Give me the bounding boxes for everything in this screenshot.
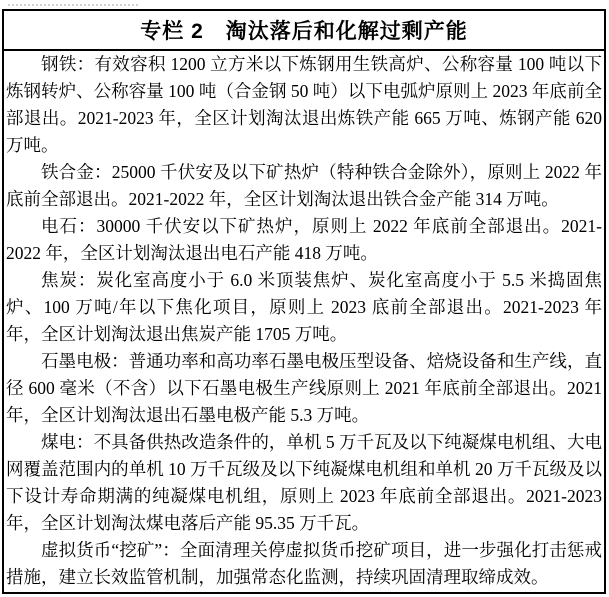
panel-title: 专栏 2 淘汰落后和化解过剩产能: [4, 11, 604, 51]
capacity-elimination-paragraph: 铁合金：25000 千伏安及以下矿热炉（特种铁合金除外），原则上 2022 年底前全部退出。2021-2022 年，全区计划淘汰退出铁合金产能 314 万吨。: [6, 162, 602, 209]
capacity-elimination-paragraph: 焦炭：炭化室高度小于 6.0 米顶装焦炉、炭化室高度小于 5.5 米捣固焦炉、100 万吨/年以下焦化项目，原则上 2023 底前全部退出。2021-2023 年年，全区计划淘汰退出焦炭产能 1705 万吨。: [6, 270, 602, 344]
capacity-elimination-paragraph: 钢铁：有效容积 1200 立方米以下炼钢用生铁高炉、公称容量 100 吨以下炼钢转炉、公称容量 100 吨（合金钢 50 吨）以下电弧炉原则上 2023 年底前全部退出。2021-2023 年，全区计划淘汰退出炼铁产能 665 万吨、炼钢产能 620 万吨。: [6, 54, 602, 155]
cropped-text-remnant: [8, 0, 138, 6]
panel-body: [4, 51, 604, 591]
capacity-elimination-paragraph: 石墨电极：普通功率和高功率石墨电极压型设备、焙烧设备和生产线，直径 600 毫米（不含）以下石墨电极生产线原则上 2021 年底前全部退出。2021 年，全区计划淘汰退出石墨电极产能 5.3 万吨。: [6, 351, 602, 425]
capacity-elimination-paragraph: 煤电：不具备供热改造条件的，单机 5 万千瓦及以下纯凝煤电机组、大电网覆盖范围内的单机 10 万千瓦级及以下纯凝煤电机组和单机 20 万千瓦级及以下设计寿命期满的纯凝煤电机组，原则上 2023 年底前全部退出。2021-2023 年，全区计划淘汰煤电落后产能 95.35 万千瓦。: [6, 432, 602, 533]
capacity-elimination-paragraph: 电石：30000 千伏安以下矿热炉，原则上 2022 年底前全部退出。2021-2022 年，全区计划淘汰退出电石产能 418 万吨。: [6, 216, 602, 263]
special-column-panel: [2, 9, 606, 594]
capacity-elimination-paragraph: 虚拟货币“挖矿”：全面清理关停虚拟货币挖矿项目，进一步强化打击惩戒措施，建立长效监管机制，加强常态化监测，持续巩固清理取缔成效。: [6, 540, 602, 587]
